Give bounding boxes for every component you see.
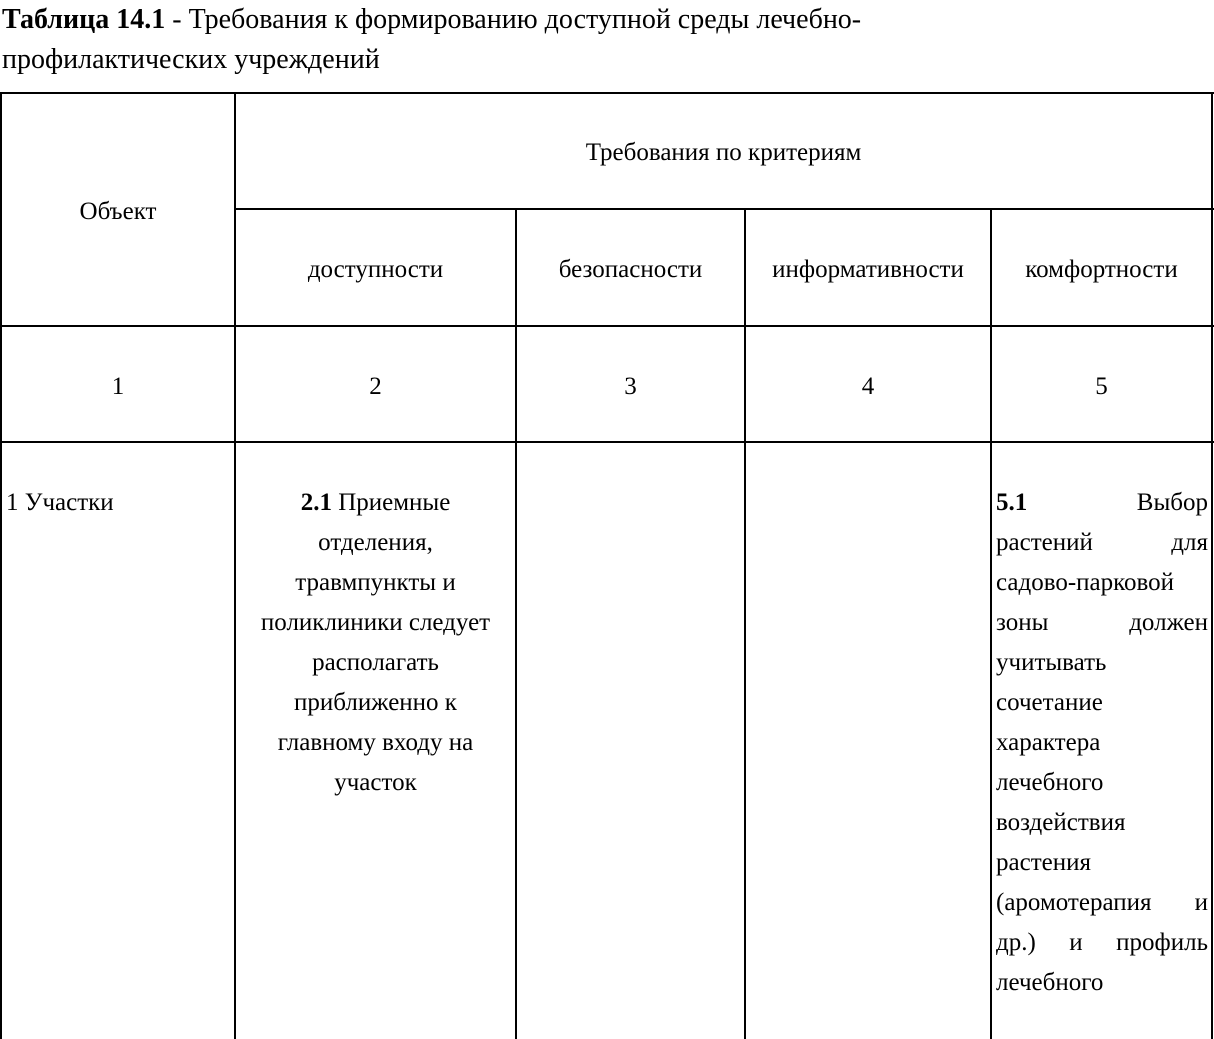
table-border-left (0, 92, 2, 1039)
col-divider-3 (744, 208, 746, 1039)
requirement-line: садово-парковой (996, 569, 1175, 596)
header-requirements: Требования по критериям (585, 139, 862, 166)
header-criterion-safety: безопасности (558, 256, 703, 283)
requirement-line: поликлиники следует (260, 609, 491, 636)
header-divider (235, 208, 1214, 210)
header-object: Объект (79, 198, 157, 225)
requirement-line: участок (334, 769, 417, 796)
requirement-line: сочетание (996, 689, 1103, 716)
requirement-line: характера (996, 729, 1101, 756)
caption-text-line2: профилактических учреждений (2, 44, 380, 75)
numbers-bottom-line (0, 441, 1214, 443)
requirement-line: 5.1 Выбор (996, 483, 1208, 523)
requirement-line: отделения, (318, 529, 433, 556)
column-number-4: 4 (861, 373, 875, 400)
requirement-line: располагать (312, 649, 439, 676)
header-criterion-informativeness: информативности (772, 256, 964, 283)
accessibility-requirement-cell (236, 483, 515, 803)
requirement-line: (аромотерапия и (996, 889, 1208, 916)
column-number-5: 5 (1095, 373, 1108, 400)
comfort-requirement-cell (996, 483, 1208, 1003)
col-divider-2 (515, 208, 517, 1039)
header-criterion-comfort: комфортности (1025, 256, 1178, 283)
row-object-cell (6, 483, 114, 523)
column-number-1: 1 (111, 373, 125, 400)
column-number-2: 2 (369, 373, 382, 400)
header-criterion-accessibility: доступности (307, 256, 444, 283)
requirement-line: приближенно к (294, 689, 457, 716)
requirement-line: лечебного (996, 969, 1104, 996)
requirement-line: зоны должен (996, 609, 1208, 636)
requirement-line: растения (996, 849, 1091, 876)
requirement-id: 2.1 (300, 489, 332, 516)
requirement-line: воздействия (996, 809, 1126, 836)
table-caption (2, 0, 1152, 80)
col-divider-4 (990, 208, 992, 1039)
caption-label: Таблица 14.1 (2, 4, 166, 35)
requirement-line: учитывать (996, 649, 1107, 676)
table-border-right (1211, 92, 1213, 1039)
row-object-label: 1 Участки (6, 489, 114, 516)
requirement-line: растений для (996, 529, 1208, 556)
column-number-3: 3 (624, 373, 637, 400)
requirement-line: 2.1 Приемные (300, 489, 451, 516)
header-bottom-line (0, 325, 1214, 327)
caption-text: - Требования к формированию доступной среды лечебно- (165, 4, 862, 35)
requirement-line: травмпункты и (295, 569, 456, 596)
table-border-top (0, 92, 1214, 94)
requirement-id: 5.1 (996, 489, 1028, 516)
requirement-line: главному входу на (277, 729, 474, 756)
requirement-line: др.) и профиль (996, 929, 1208, 956)
requirement-line: лечебного (996, 769, 1104, 796)
